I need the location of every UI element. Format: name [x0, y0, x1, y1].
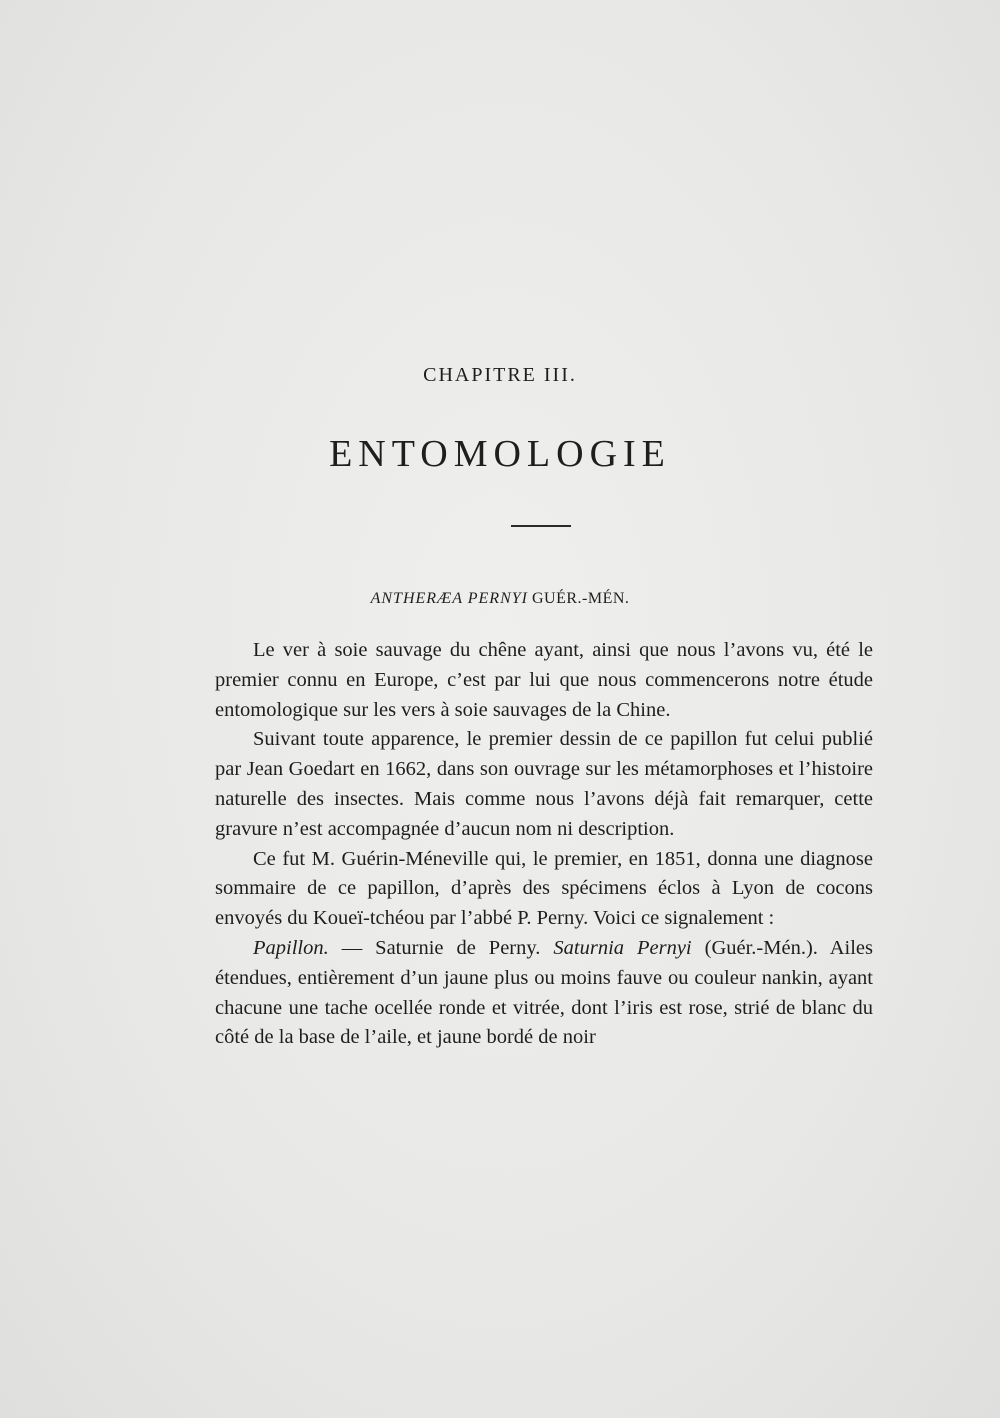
paragraph: Suivant toute apparence, le premier dessin de ce papillon fut celui publié par Jean Goedart en 1662, dans son ouvrage sur les métamorphoses et l’histoire naturelle des insectes. Mais comme nous l’avons déjà fait remarquer, cette gravure n’est accompagnée d’aucun nom ni description. [215, 728, 873, 840]
description-text: (Guér.-Mén.). Ailes étendues, entièrement d’un jaune plus ou moins fauve ou couleur nankin, ayant chacune une tache ocellée ronde et vitrée, dont l’iris est rose, strié de blanc du côté de la base de l’aile, et jaune bordé de noir [215, 936, 874, 1049]
body-text [215, 636, 873, 1053]
description-lead: Papillon. [253, 936, 329, 959]
chapter-title: ENTOMOLOGIE [329, 433, 671, 475]
species-heading [0, 590, 1000, 608]
title-divider [511, 525, 571, 527]
paragraph: Ce fut M. Guérin-Méneville qui, le premier, en 1851, donna une diagnose sommaire de ce papillon, d’après des spécimens éclos à Lyon de cocons envoyés du Koueï-tchéou par l’abbé P. Perny. Voici ce signalement : [215, 847, 873, 930]
chapter-heading: CHAPITRE III. [423, 364, 577, 386]
species-author: GUÉR.-MÉN. [531, 590, 630, 607]
description-dash: — Saturnie de Perny. [328, 936, 554, 959]
species-name: ANTHERÆA PERNYI [370, 590, 528, 607]
paragraph-description [215, 934, 873, 1053]
latin-name: Saturnia Pernyi [553, 936, 692, 959]
paragraph: Le ver à soie sauvage du chêne ayant, ainsi que nous l’avons vu, été le premier connu en Europe, c’est par lui que nous commencerons notre étude entomologique sur les vers à soie sauvages de la Chine. [215, 639, 873, 721]
